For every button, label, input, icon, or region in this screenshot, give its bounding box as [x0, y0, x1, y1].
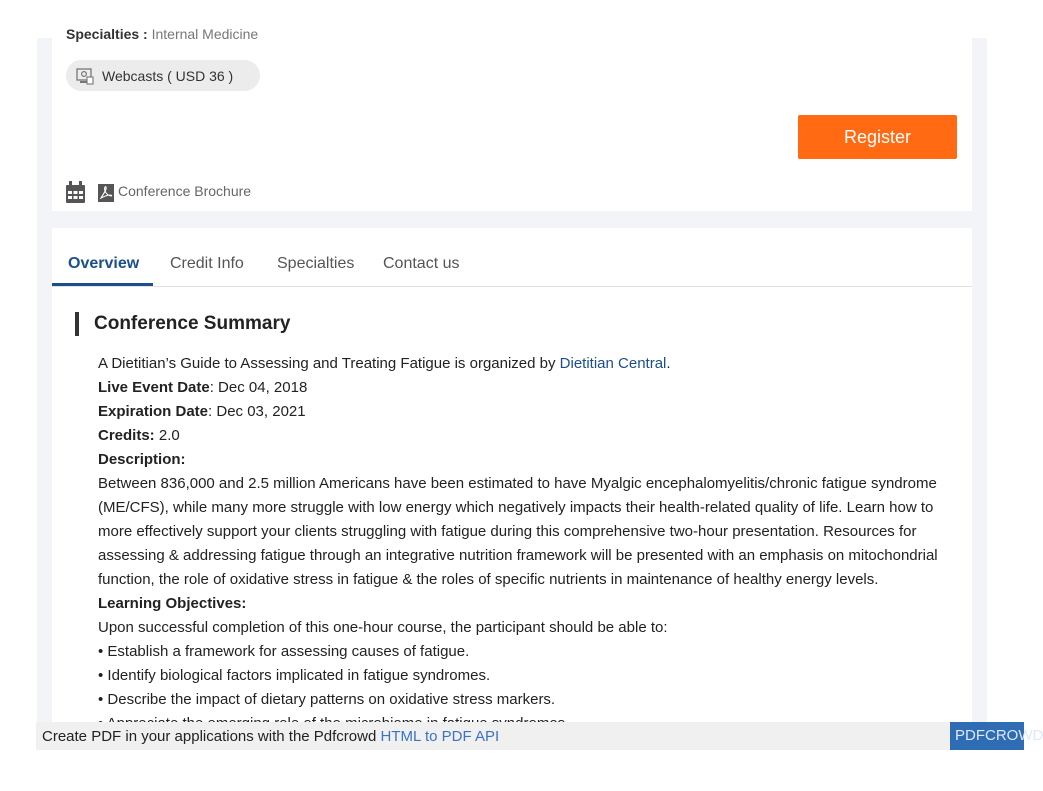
summary-content [98, 352, 968, 736]
webcast-icon [76, 67, 94, 85]
pdf-icon[interactable] [98, 184, 114, 202]
objectives-heading [98, 592, 968, 616]
objective-item: • Establish a framework for assessing causes of fatigue. [98, 643, 470, 660]
tab-specialties[interactable]: Specialties [277, 255, 355, 272]
conference-brochure-link[interactable]: Conference Brochure [118, 183, 252, 199]
credits-value: 2.0 [154, 427, 180, 444]
expiration-date [98, 400, 968, 424]
pdfcrowd-badge[interactable]: PDFCROWD [950, 722, 1024, 750]
specialties-line [66, 26, 258, 42]
specialties-value: Internal Medicine [151, 26, 259, 42]
organizer-link[interactable]: Dietitian Central [559, 355, 667, 372]
objectives-label: Learning Objectives: [98, 595, 247, 612]
html-to-pdf-api-link[interactable]: HTML to PDF API [380, 728, 500, 745]
tab-contact-us[interactable]: Contact us [383, 255, 460, 272]
live-event-value: : Dec 04, 2018 [209, 379, 308, 396]
description-text: Between 836,000 and 2.5 million Americans have been estimated to have Myalgic encephalomyelitis/chronic fatigue syndrome (ME/CFS), while many more struggle with low energy which negatively impacts their health-related quality of life. Learn how to more effectively support your clients struggling with fatigue during this comprehensive two-hour presentation. Resources for assessing & addressing fatigue through an integrative nutrition framework will be presented with an emphasis on mitochondrial function, the role of oxidative stress in fatigue & the roles of specific nutrients in maintenance of healthy energy levels. [98, 475, 938, 588]
intro-line [98, 352, 968, 376]
live-event-date [98, 376, 968, 400]
section-title: Conference Summary [94, 313, 291, 334]
objective-item: • Identify biological factors implicated in fatigue syndromes. [98, 667, 491, 684]
active-tab-indicator [52, 283, 153, 286]
conference-header-card [52, 26, 972, 211]
tab-overview[interactable]: Overview [68, 255, 140, 272]
objectives-intro: Upon successful completion of this one-hour course, the participant should be able to: [98, 619, 668, 636]
webcast-label: Webcasts ( USD 36 ) [102, 67, 234, 84]
conference-details-card [52, 228, 972, 722]
credits-label: Credits: [98, 427, 155, 444]
intro-text: A Dietitian’s Guide to Assessing and Treating Fatigue is organized by [98, 355, 560, 372]
webcast-price-badge[interactable] [66, 60, 260, 91]
footer-message: Create PDF in your applications with the Pdfcrowd [42, 728, 381, 745]
section-accent-bar [75, 312, 79, 336]
tab-credit-info[interactable]: Credit Info [170, 255, 244, 272]
calendar-icon[interactable] [66, 181, 85, 203]
description-heading [98, 448, 968, 472]
tab-bar [52, 228, 972, 287]
credits [98, 424, 968, 448]
expiration-label: Expiration Date [98, 403, 209, 420]
footer-text [42, 728, 499, 745]
live-event-label: Live Event Date [98, 379, 210, 396]
expiration-value: : Dec 03, 2021 [208, 403, 306, 420]
intro-suffix: . [666, 355, 671, 372]
description-label: Description: [98, 451, 186, 468]
specialties-label: Specialties : [66, 26, 148, 42]
pdfcrowd-footer [36, 722, 1043, 750]
register-button[interactable]: Register [798, 115, 957, 159]
objective-item: • Describe the impact of dietary patterns on oxidative stress markers. [98, 691, 556, 708]
